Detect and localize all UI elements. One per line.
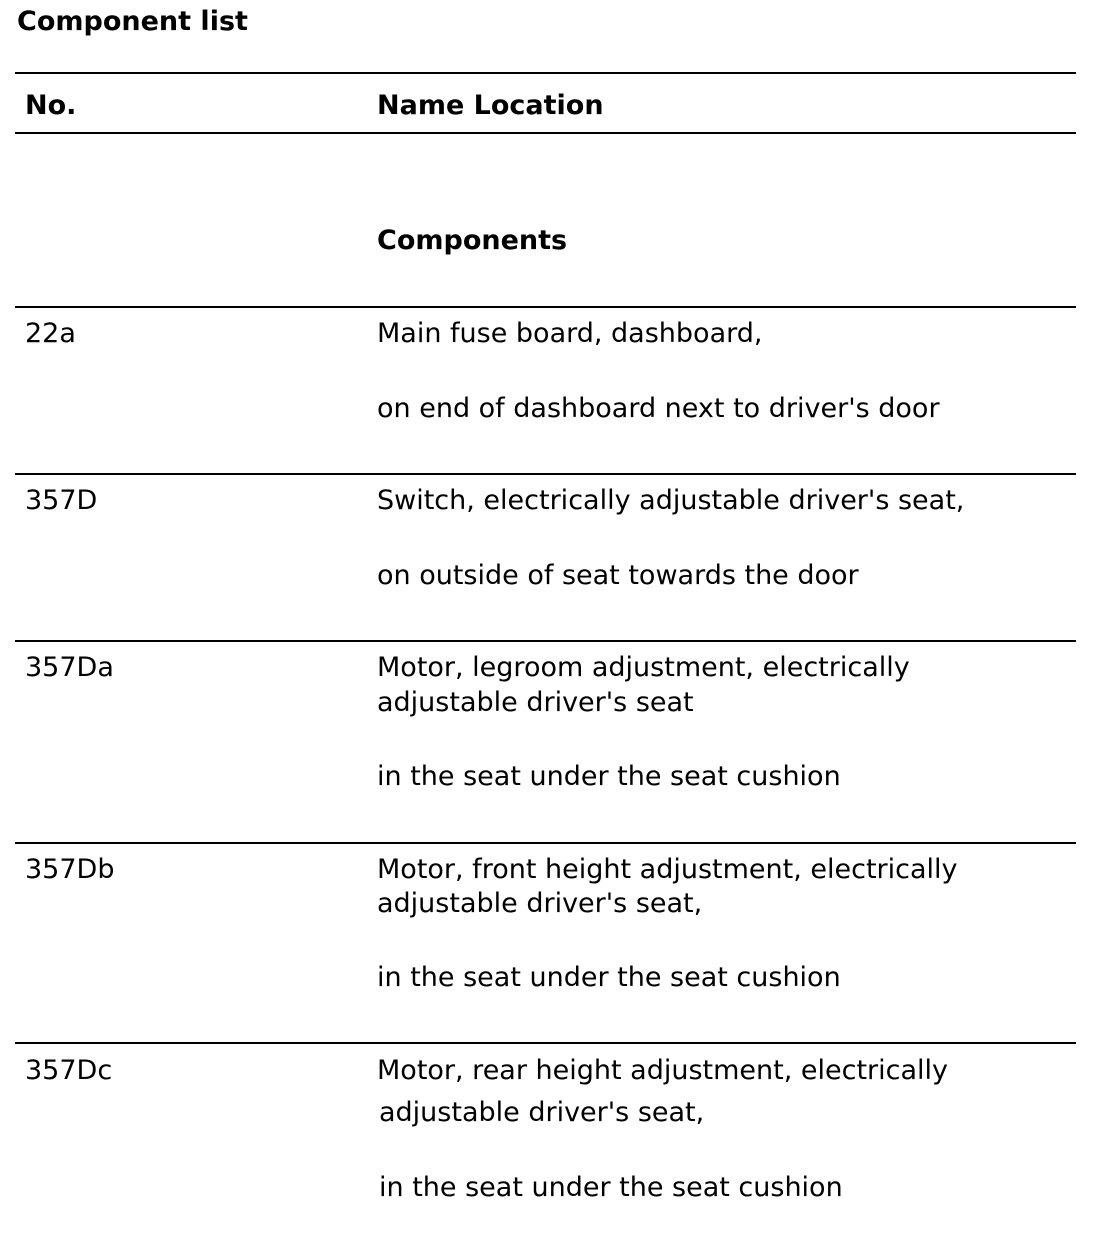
row-name-line: adjustable driver's seat	[377, 687, 694, 718]
row-location: in the seat under the seat cushion	[377, 962, 841, 993]
row-divider	[15, 640, 1076, 642]
row-location: on end of dashboard next to driver's door	[377, 393, 940, 424]
row-divider	[15, 306, 1076, 308]
row-divider	[15, 842, 1076, 844]
row-number: 357D	[25, 485, 98, 516]
row-location: in the seat under the seat cushion	[377, 761, 841, 792]
row-location: on outside of seat towards the door	[377, 560, 859, 591]
table-top-rule	[15, 72, 1076, 74]
row-number: 357Dc	[25, 1055, 113, 1086]
row-name-line: Switch, electrically adjustable driver's seat,	[377, 485, 965, 516]
header-no: No.	[25, 90, 77, 121]
row-number: 357Da	[25, 652, 114, 683]
section-label: Components	[377, 225, 568, 256]
page-title: Component list	[17, 6, 248, 37]
row-divider	[15, 1042, 1076, 1044]
row-name-line: Motor, front height adjustment, electrically	[377, 854, 958, 885]
row-divider	[15, 473, 1076, 475]
row-location: in the seat under the seat cushion	[379, 1172, 843, 1203]
row-name-line: adjustable driver's seat,	[377, 888, 703, 919]
header-bottom-rule	[15, 132, 1076, 134]
row-name-line: adjustable driver's seat,	[379, 1097, 705, 1128]
row-name-line: Motor, rear height adjustment, electrically	[377, 1055, 949, 1086]
row-number: 357Db	[25, 854, 115, 885]
header-name-location: Name Location	[377, 90, 604, 121]
row-name-line: Main fuse board, dashboard,	[377, 318, 763, 349]
row-number: 22a	[25, 318, 76, 349]
row-name-line: Motor, legroom adjustment, electrically	[377, 652, 910, 683]
